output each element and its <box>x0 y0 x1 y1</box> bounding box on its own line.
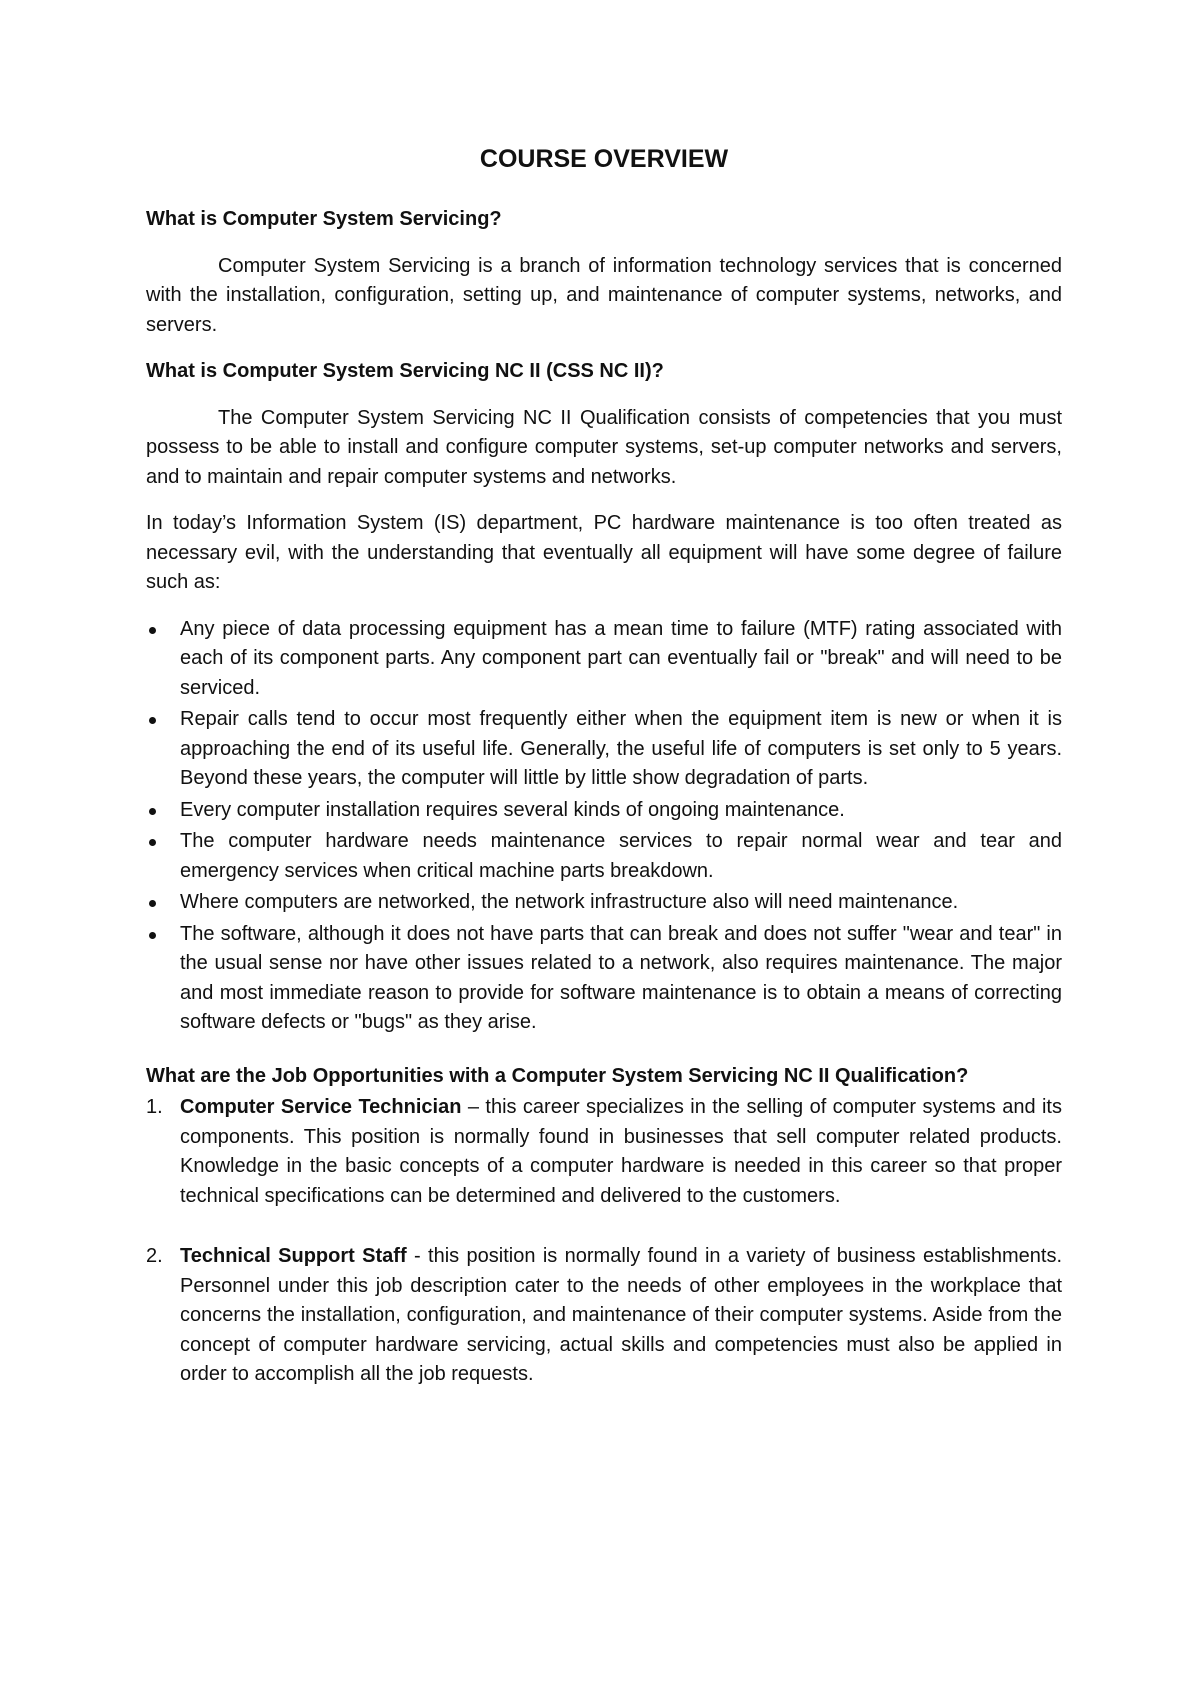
job-description: this position is normally found in a variety of business establishments. Personnel under this job description cater to the needs of other employees in the workplace that concerns the installation, configuration, and maintenance of their computer systems. Aside from the concept of computer hardware servicing, actual skills and competencies must also be applied in order to accomplish all the job requests. <box>180 1245 1062 1385</box>
bullet-icon <box>149 808 156 815</box>
job-description: this career specializes in the selling of computer systems and its components. This position is normally found in businesses that sell computer related products. Knowledge in the basic concepts of a computer hardware is needed in this career so that proper technical specifications can be determined and delivered to the customers. <box>180 1096 1062 1207</box>
section-intro-is-department: In today’s Information System (IS) department, PC hardware maintenance is too often treated as necessary evil, with the understanding that eventually all equipment will have some degree of failure such as: <box>146 512 1062 593</box>
document-content <box>146 144 1062 1421</box>
bullet-icon <box>149 839 156 846</box>
job-term: Computer Service Technician <box>180 1096 462 1118</box>
bullet-item <box>146 615 1062 704</box>
bullet-text: Any piece of data processing equipment has a mean time to failure (MTF) rating associated with each of its component parts. Any component part can eventually fail or "break" and will need to be serviced. <box>180 617 1062 699</box>
job-item-computer-service-technician <box>146 1093 1062 1211</box>
bullet-item <box>146 796 1062 826</box>
bullet-item <box>146 705 1062 794</box>
section-heading-job-opportunities: What are the Job Opportunities with a Computer System Servicing NC II Qualification? <box>146 1064 969 1087</box>
job-list <box>146 1093 1062 1390</box>
section-heading-css-nc2: What is Computer System Servicing NC II (CSS NC II)? <box>146 360 664 382</box>
bullet-text: Every computer installation requires several kinds of ongoing maintenance. <box>180 798 845 821</box>
bullet-item <box>146 888 1062 918</box>
section-heading-css: What is Computer System Servicing? <box>146 208 502 230</box>
bullet-item <box>146 827 1062 886</box>
bullet-item <box>146 920 1062 1038</box>
section-body-css-nc2: The Computer System Servicing NC II Qualification consists of competencies that you must possess to be able to install and configure computer systems, set-up computer networks and servers, and to maintain and repair computer systems and networks. <box>146 406 1062 488</box>
bullet-icon <box>149 900 156 907</box>
job-separator: – <box>461 1096 486 1118</box>
job-term: Technical Support Staff <box>180 1245 407 1267</box>
job-separator: - <box>406 1245 429 1267</box>
job-number: 1. <box>146 1096 163 1118</box>
bullet-icon <box>149 627 156 634</box>
page-title: COURSE OVERVIEW <box>479 145 729 173</box>
bullet-icon <box>149 717 156 724</box>
bullet-text: The computer hardware needs maintenance services to repair normal wear and tear and emergency services when critical machine parts breakdown. <box>180 830 1062 882</box>
bullet-text: Where computers are networked, the network infrastructure also will need maintenance. <box>180 891 959 913</box>
failure-bullet-list <box>146 615 1062 1038</box>
bullet-text: Repair calls tend to occur most frequently either when the equipment item is new or when it is approaching the end of its useful life. Generally, the useful life of computers is set only to 5 years. Beyond these years, the computer will little by little show degradation of parts. <box>180 708 1062 789</box>
bullet-icon <box>149 932 156 939</box>
job-item-technical-support-staff <box>146 1242 1062 1390</box>
job-number: 2. <box>146 1245 163 1267</box>
bullet-text: The software, although it does not have parts that can break and does not suffer "wear and tear" in the usual sense nor have other issues related to a network, also requires maintenance. The major and most immediate reason to provide for software maintenance is to obtain a means of correcting software defects or "bugs" as they arise. <box>180 922 1062 1033</box>
section-body-css: Computer System Servicing is a branch of information technology services that is concerned with the installation, configuration, setting up, and maintenance of computer systems, networks, and servers. <box>146 254 1062 336</box>
